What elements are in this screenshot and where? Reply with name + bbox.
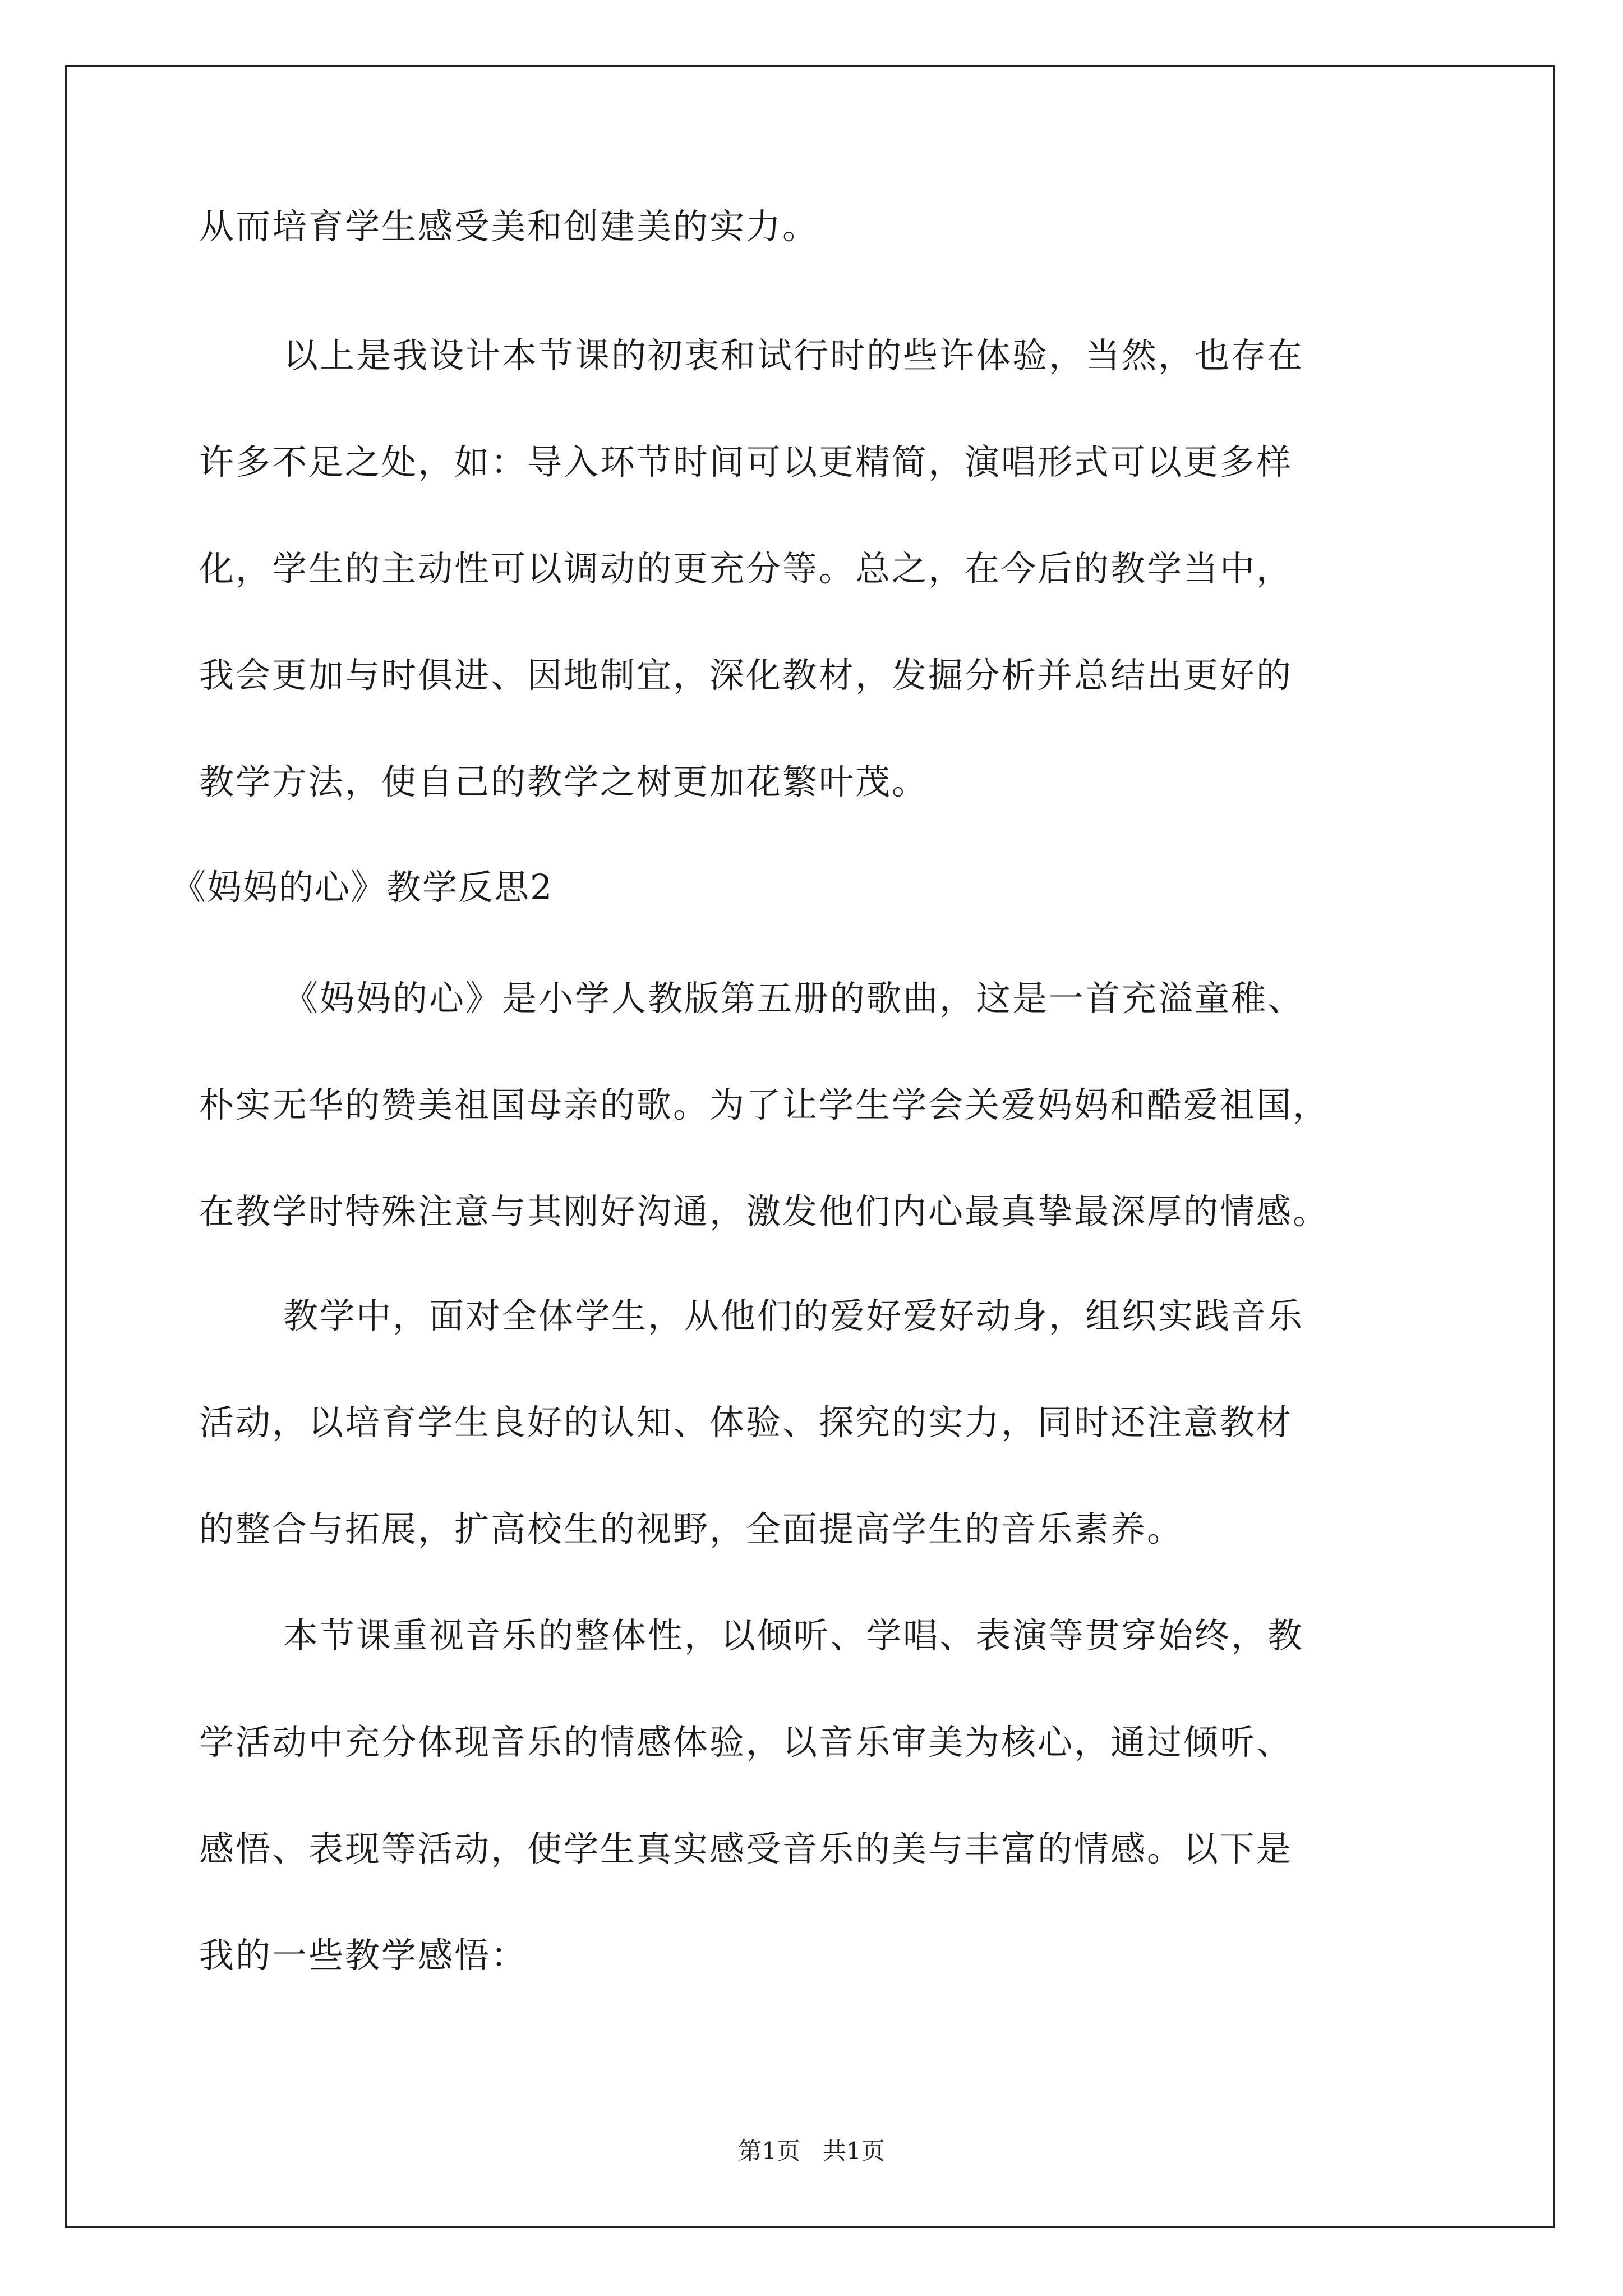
section-heading: 《妈妈的心》教学反思2: [171, 867, 554, 908]
paragraph-line: 以上是我设计本节课的初衷和试行时的些许体验，当然，也存在: [283, 335, 1304, 376]
paragraph-line: 本节课重视音乐的整体性，以倾听、学唱、表演等贯穿始终，教: [283, 1615, 1304, 1656]
page-number-footer: 第1页 共1页: [738, 2137, 885, 2165]
paragraph-line: 从而培育学生感受美和创建美的实力。: [199, 206, 819, 247]
paragraph-line: 我会更加与时俱进、因地制宜，深化教材，发掘分析并总结出更好的: [199, 655, 1293, 696]
page-border: [65, 65, 1555, 2228]
paragraph-line: 教学中，面对全体学生，从他们的爱好爱好动身，组织实践音乐: [283, 1295, 1304, 1336]
paragraph-line: 许多不足之处，如：导入环节时间可以更精简，演唱形式可以更多样: [199, 441, 1293, 482]
paragraph-line: 《妈妈的心》是小学人教版第五册的歌曲，这是一首充溢童稚、: [283, 978, 1304, 1019]
paragraph-line: 活动，以培育学生良好的认知、体验、探究的实力，同时还注意教材: [199, 1402, 1293, 1443]
paragraph-line: 的整合与拓展，扩高校生的视野，全面提高学生的音乐素养。: [199, 1508, 1184, 1549]
paragraph-line: 化，学生的主动性可以调动的更充分等。总之，在今后的教学当中，: [199, 548, 1293, 589]
paragraph-line: 在教学时特殊注意与其刚好沟通，激发他们内心最真挚最深厚的情感。: [199, 1191, 1330, 1232]
paragraph-line: 朴实无华的赞美祖国母亲的歌。为了让学生学会关爱妈妈和酷爱祖国，: [199, 1084, 1330, 1125]
paragraph-line: 教学方法，使自己的教学之树更加花繁叶茂。: [199, 761, 929, 802]
paragraph-line: 感悟、表现等活动，使学生真实感受音乐的美与丰富的情感。以下是: [199, 1828, 1293, 1869]
paragraph-line: 学活动中充分体现音乐的情感体验，以音乐审美为核心，通过倾听、: [199, 1722, 1293, 1763]
paragraph-line: 我的一些教学感悟：: [199, 1935, 528, 1976]
